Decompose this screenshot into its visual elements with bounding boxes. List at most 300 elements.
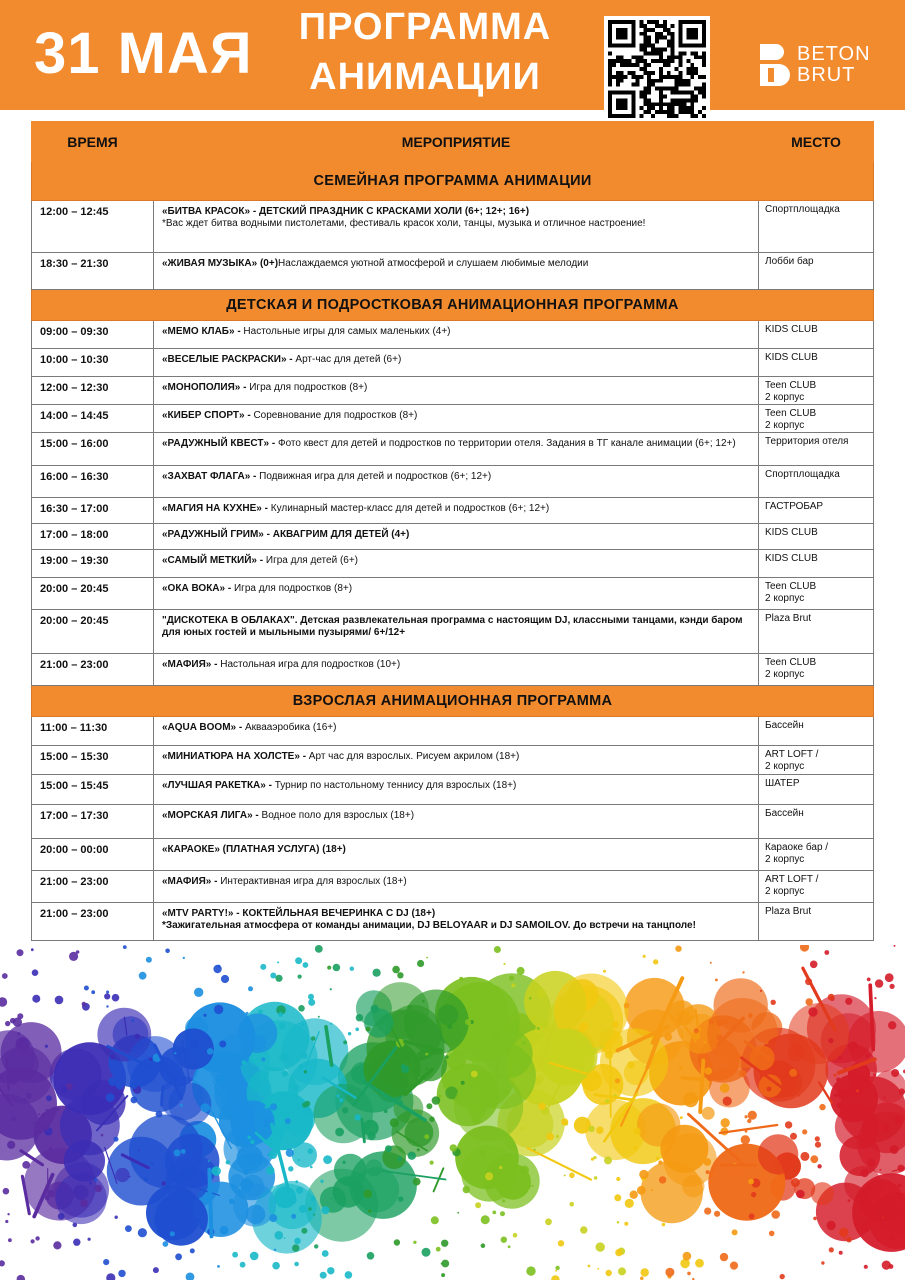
paint-drop <box>48 1190 55 1197</box>
table-row <box>32 903 874 941</box>
paint-drop <box>299 1205 307 1213</box>
event-cell <box>154 805 759 839</box>
paint-drop <box>144 1177 148 1181</box>
paint-drop <box>860 1139 869 1148</box>
paint-drop <box>514 1011 517 1014</box>
paint-blot <box>637 1103 680 1146</box>
paint-drop <box>31 948 34 951</box>
paint-drop <box>278 1206 280 1208</box>
paint-drop <box>308 1207 311 1210</box>
paint-drop <box>368 1132 376 1140</box>
paint-drop <box>263 1118 272 1127</box>
paint-drop <box>283 1101 292 1110</box>
paint-drop <box>748 1013 753 1018</box>
paint-drop <box>339 1098 343 1102</box>
paint-drop <box>17 1275 25 1280</box>
event-description: Подвижная игра для детей и подростков (6+; 12+) <box>256 471 492 482</box>
event-description: Игра для подростков (8+) <box>231 583 353 594</box>
paint-drop <box>271 1201 274 1204</box>
paint-drop <box>800 1152 809 1161</box>
paint-drop <box>796 1190 805 1199</box>
event-name: «ЗАХВАТ ФЛАГА» - <box>162 471 257 482</box>
event-cell <box>154 839 759 871</box>
table-row <box>32 746 874 775</box>
event-place-text: Бассейн <box>765 808 804 819</box>
paint-drop <box>591 1158 594 1161</box>
paint-drop <box>298 975 302 979</box>
paint-drop <box>588 1265 591 1268</box>
paint-drop <box>556 1135 559 1138</box>
paint-drop <box>146 957 152 963</box>
paint-drop <box>810 961 818 969</box>
paint-drop <box>417 1148 420 1151</box>
table-row <box>32 349 874 377</box>
event-place <box>759 871 874 903</box>
paint-drop <box>791 1178 800 1187</box>
event-description: Настольные игры для самых маленьких (4+) <box>240 326 451 337</box>
paint-drop <box>618 1267 626 1275</box>
event-place-text: Teen CLUB 2 корпус <box>765 657 817 680</box>
event-name: «МАФИЯ» - <box>162 876 218 887</box>
paint-drop <box>766 1041 769 1044</box>
table-row <box>32 654 874 686</box>
paint-drop <box>180 1104 183 1107</box>
paint-blot <box>683 1092 698 1107</box>
event-place-text: Лобби бар <box>765 256 814 267</box>
event-place-text: Teen CLUB 2 корпус <box>765 408 817 431</box>
paint-blot <box>364 1008 393 1037</box>
paint-drop <box>508 1245 511 1248</box>
paint-drop <box>849 1042 858 1051</box>
paint-drop <box>110 1054 115 1059</box>
paint-drop <box>261 1027 263 1029</box>
paint-drop <box>335 1128 344 1137</box>
paint-drop <box>371 1005 379 1013</box>
paint-drop <box>53 1241 61 1249</box>
paint-drop <box>876 1121 878 1123</box>
paint-drop <box>527 1184 531 1188</box>
paint-drop <box>800 945 809 952</box>
paint-drop <box>873 1073 876 1076</box>
paint-drop <box>539 1103 546 1110</box>
paint-drop <box>260 964 266 970</box>
event-description: Арт-час для детей (6+) <box>292 354 402 365</box>
paint-drop <box>17 1032 20 1035</box>
event-cell <box>154 610 759 654</box>
paint-drop <box>17 949 24 956</box>
paint-drop <box>206 1027 209 1030</box>
paint-blot <box>174 1167 208 1201</box>
paint-drop <box>318 1016 320 1018</box>
event-description: *Вас ждет битва водными пистолетами, фестиваль красок холи, танцы, музыка и отличное настроение! <box>162 218 646 229</box>
paint-drop <box>274 1249 276 1251</box>
paint-drop <box>232 1252 238 1258</box>
event-time: 21:00 – 23:00 <box>32 903 154 941</box>
paint-drop <box>846 1237 852 1243</box>
paint-drop <box>270 1103 277 1110</box>
event-cell <box>154 433 759 466</box>
paint-drop <box>175 1253 182 1260</box>
paint-drop <box>799 1095 801 1097</box>
paint-drop <box>184 1193 191 1200</box>
paint-drop <box>426 957 428 959</box>
paint-drop <box>447 1024 452 1029</box>
paint-drop <box>875 979 883 987</box>
paint-drop <box>308 1149 313 1154</box>
table-row <box>32 405 874 433</box>
event-time: 14:00 – 14:45 <box>32 405 154 433</box>
paint-drop <box>272 1262 280 1270</box>
paint-drop <box>0 1260 5 1266</box>
paint-drop <box>503 1090 509 1096</box>
paint-drop <box>95 1185 102 1192</box>
paint-blot <box>811 1182 834 1205</box>
paint-drop <box>813 1217 817 1221</box>
paint-drop <box>226 1160 230 1164</box>
paint-drop <box>292 1084 299 1091</box>
paint-drop <box>532 1185 534 1187</box>
paint-drop <box>624 1222 628 1226</box>
event-place <box>759 805 874 839</box>
event-description: Наслаждаемся уютной атмосферой и слушаем любимые мелодии <box>278 258 589 269</box>
paint-drop <box>739 1070 746 1077</box>
event-cell <box>154 377 759 405</box>
paint-drop <box>555 1270 557 1272</box>
paint-drop <box>242 1060 247 1065</box>
paint-drop <box>26 1093 32 1099</box>
paint-drop <box>279 1053 288 1062</box>
paint-drop <box>194 988 203 997</box>
paint-drop <box>106 1005 108 1007</box>
section-header <box>32 686 874 717</box>
paint-drop <box>295 1180 298 1183</box>
paint-drop <box>745 1115 748 1118</box>
event-name: «ОКА ВОКА» - <box>162 583 232 594</box>
paint-drop <box>748 1111 757 1120</box>
paint-drop <box>330 988 332 990</box>
event-description: Соревнование для подростков (8+) <box>250 410 418 421</box>
paint-drop <box>355 1114 361 1120</box>
event-cell <box>154 253 759 290</box>
paint-drop <box>474 1104 481 1111</box>
paint-drop <box>190 1248 195 1253</box>
paint-drop <box>465 1019 471 1025</box>
paint-blot <box>677 1011 691 1025</box>
table-row <box>32 610 874 654</box>
paint-drop <box>284 1237 286 1239</box>
paint-drop <box>715 979 718 982</box>
event-place-text: ГАСТРОБАР <box>765 501 824 512</box>
paint-drop <box>248 986 253 991</box>
paint-drop <box>240 1262 246 1268</box>
paint-drop <box>42 1123 49 1130</box>
event-time: 12:00 – 12:30 <box>32 377 154 405</box>
paint-drop <box>883 1217 885 1219</box>
event-cell <box>154 405 759 433</box>
paint-drop <box>356 1014 363 1021</box>
paint-drop <box>401 1064 405 1068</box>
paint-drop <box>612 1021 619 1028</box>
paint-drop <box>303 962 309 968</box>
paint-drop <box>461 1081 465 1085</box>
paint-drop <box>241 1021 248 1028</box>
paint-drop <box>734 1053 740 1059</box>
paint-drop <box>808 1007 817 1016</box>
event-name: «КАРАОКЕ» (ПЛАТНАЯ УСЛУГА) (18+) <box>162 844 346 855</box>
paint-drop <box>269 1214 277 1222</box>
table-row <box>32 253 874 290</box>
event-time: 19:00 – 19:30 <box>32 550 154 578</box>
event-time: 11:00 – 11:30 <box>32 717 154 746</box>
paint-drop <box>299 1064 304 1069</box>
event-place-text: Спортплощадка <box>765 469 840 480</box>
paint-drop <box>694 1028 699 1033</box>
paint-drop <box>407 1005 411 1009</box>
paint-drop <box>615 1249 622 1256</box>
paint-drop <box>716 1020 723 1027</box>
paint-drop <box>535 1026 544 1035</box>
paint-drop <box>888 1235 894 1241</box>
event-description: Интерактивная игра для взрослых (18+) <box>217 876 407 887</box>
paint-drop <box>704 1041 707 1044</box>
paint-drop <box>639 1170 648 1179</box>
column-header-time: ВРЕМЯ <box>32 122 154 162</box>
paint-drop <box>821 1261 824 1264</box>
paint-drop <box>368 1209 371 1212</box>
paint-drop <box>828 1038 833 1043</box>
event-place <box>759 524 874 550</box>
page-title <box>280 2 570 102</box>
event-name: «МЕМО КЛАБ» - <box>162 326 241 337</box>
event-cell <box>154 466 759 498</box>
paint-drop <box>260 1071 269 1080</box>
paint-drop <box>350 967 354 971</box>
paint-drop <box>824 950 829 955</box>
paint-drop <box>320 1180 323 1183</box>
event-place <box>759 321 874 349</box>
paint-drop <box>785 1121 792 1128</box>
paint-drop <box>138 1228 147 1237</box>
paint-drop <box>221 975 229 983</box>
paint-drop <box>235 1144 238 1147</box>
paint-drop <box>118 1270 125 1277</box>
event-name: «ЖИВАЯ МУЗЫКА» (0+) <box>162 258 279 269</box>
paint-drop <box>248 1136 251 1139</box>
paint-drop <box>481 1215 490 1224</box>
paint-drop <box>308 994 314 1000</box>
paint-drop <box>653 959 658 964</box>
paint-drop <box>558 1240 564 1246</box>
table-row <box>32 524 874 550</box>
paint-drop <box>32 969 39 976</box>
paint-drop <box>397 972 403 978</box>
paint-drop <box>430 1161 434 1165</box>
paint-drop <box>207 1048 214 1055</box>
paint-streak <box>682 1078 700 1079</box>
event-place <box>759 775 874 805</box>
event-time: 20:00 – 20:45 <box>32 578 154 610</box>
paint-drop <box>104 993 110 999</box>
paint-drop <box>183 1137 186 1140</box>
paint-blot <box>538 1029 595 1086</box>
paint-drop <box>580 1226 587 1233</box>
brand-logo <box>760 44 890 94</box>
paint-blot <box>268 1181 316 1229</box>
paint-drop <box>536 1075 544 1083</box>
paint-drop <box>721 1118 730 1127</box>
paint-drop <box>767 1087 772 1092</box>
paint-drop <box>22 1161 30 1169</box>
paint-drop <box>270 973 276 979</box>
event-description: Фото квест для детей и подростков по территории отеля. Задания в ТГ канале анимации (6+; 12+) <box>275 438 736 449</box>
paint-drop <box>89 1181 92 1184</box>
paint-drop <box>165 949 170 954</box>
paint-drop <box>5 1220 8 1223</box>
paint-drop <box>836 1077 840 1081</box>
paint-drop <box>348 1032 351 1035</box>
paint-drop <box>436 1247 441 1252</box>
paint-drop <box>843 1237 845 1239</box>
paint-drop <box>108 1077 117 1086</box>
qr-code[interactable] <box>604 16 710 122</box>
paint-drop <box>730 1262 738 1270</box>
paint-drop <box>450 1144 457 1151</box>
event-time: 20:00 – 20:45 <box>32 610 154 654</box>
table-row <box>32 805 874 839</box>
event-time: 17:00 – 17:30 <box>32 805 154 839</box>
event-place <box>759 717 874 746</box>
brand-name-line-2: BRUT <box>797 64 856 86</box>
paint-drop <box>885 973 894 982</box>
paint-drop <box>2 973 8 979</box>
event-place-text: Teen CLUB 2 корпус <box>765 380 817 403</box>
paint-drop <box>330 1023 332 1025</box>
paint-blot <box>702 1107 715 1120</box>
paint-drop <box>190 1040 199 1049</box>
paint-drop <box>889 1264 894 1269</box>
paint-drop <box>687 1272 691 1276</box>
event-place-text: Спортплощадка <box>765 204 840 215</box>
paint-drop <box>511 983 515 987</box>
paint-drop <box>366 1027 371 1032</box>
paint-drop <box>275 1231 284 1240</box>
paint-drop <box>222 1083 228 1089</box>
paint-drop <box>441 1263 443 1265</box>
paint-drop <box>834 1094 838 1098</box>
paint-drop <box>606 1270 612 1276</box>
paint-drop <box>806 998 813 1005</box>
paint-drop <box>298 1159 300 1161</box>
paint-drop <box>49 1147 52 1150</box>
paint-drop <box>641 1268 649 1276</box>
paint-drop <box>123 945 127 949</box>
paint-drop <box>637 1186 646 1195</box>
paint-drop <box>355 1028 359 1032</box>
event-place <box>759 253 874 290</box>
paint-drop <box>301 1228 307 1234</box>
brand-logo-icon <box>760 44 790 88</box>
paint-drop <box>580 1022 589 1031</box>
event-description: Арт час для взрослых. Рисуем акрилом (18+) <box>306 751 520 762</box>
paint-drop <box>394 1239 400 1245</box>
event-name: "ДИСКОТЕКА В ОБЛАКАХ". Детская развлекательная программа с настоящим DJ, классными танцами, кэнди баром для юных гостей и мыльными пузырями/ 6+/12+ <box>162 615 743 638</box>
paint-drop <box>680 1116 683 1119</box>
event-description: Водное поло для взрослых (18+) <box>258 810 415 821</box>
paint-drop <box>55 996 64 1005</box>
paint-drop <box>73 1239 80 1246</box>
paint-drop <box>384 1109 388 1113</box>
paint-drop <box>714 1211 720 1217</box>
paint-drop <box>789 1069 797 1077</box>
event-place <box>759 550 874 578</box>
paint-drop <box>630 1191 638 1199</box>
event-place <box>759 610 874 654</box>
event-place-text: KIDS CLUB <box>765 352 818 363</box>
paint-drop <box>199 1017 202 1020</box>
paint-drop <box>422 1000 425 1003</box>
paint-drop <box>815 1142 821 1148</box>
event-place-text: ШАТЕР <box>765 778 800 789</box>
event-cell <box>154 550 759 578</box>
paint-drop <box>139 972 147 980</box>
event-name: «КИБЕР СПОРТ» - <box>162 410 251 421</box>
paint-drop <box>509 976 514 981</box>
paint-drop <box>882 1125 889 1132</box>
paint-streak <box>209 1170 211 1237</box>
paint-streak <box>162 1086 163 1106</box>
paint-drop <box>463 1186 470 1193</box>
paint-drop <box>61 1086 68 1093</box>
paint-drop <box>131 1097 138 1104</box>
paint-drop <box>837 1103 843 1109</box>
paint-drop <box>659 1176 666 1183</box>
paint-drop <box>480 1150 487 1157</box>
event-place <box>759 377 874 405</box>
paint-drop <box>517 967 525 975</box>
paint-drop <box>131 1019 134 1022</box>
paint-drop <box>771 1000 776 1005</box>
event-name: «МАФИЯ» - <box>162 659 218 670</box>
table-row <box>32 839 874 871</box>
paint-drop <box>149 1058 152 1061</box>
paint-drop <box>125 1225 132 1232</box>
paint-drop <box>890 984 895 989</box>
paint-drop <box>265 1105 269 1109</box>
paint-drop <box>883 1096 885 1098</box>
paint-splash-decoration <box>0 945 905 1280</box>
event-time: 16:00 – 16:30 <box>32 466 154 498</box>
event-description: *Зажигательная атмосфера от команды анимации, DJ BELOYAAR и DJ SAMOILOV. До встречи на танцполе! <box>162 920 696 931</box>
paint-drop <box>308 999 315 1006</box>
paint-drop <box>181 1149 186 1154</box>
event-name: «РАДУЖНЫЙ ГРИМ» - АКВАГРИМ ДЛЯ ДЕТЕЙ (4+) <box>162 529 410 540</box>
paint-drop <box>494 946 501 953</box>
section-title: ДЕТСКАЯ И ПОДРОСТКОВАЯ АНИМАЦИОННАЯ ПРОГРАММА <box>32 290 874 321</box>
paint-drop <box>633 1146 637 1150</box>
event-description: Кулинарный мастер-класс для детей и подростков (6+; 12+) <box>267 503 550 514</box>
event-place-text: ART LOFT / 2 корпус <box>765 874 819 897</box>
paint-drop <box>203 1014 206 1017</box>
event-place <box>759 433 874 466</box>
paint-drop <box>899 1088 905 1094</box>
event-place <box>759 654 874 686</box>
paint-drop <box>604 1156 612 1164</box>
brand-name-line-1: BETON <box>797 43 871 65</box>
paint-drop <box>422 1248 431 1257</box>
paint-blot <box>60 1095 120 1155</box>
event-name: «AQUA BOOM» - <box>162 722 243 733</box>
title-line-2: АНИМАЦИИ <box>309 56 541 98</box>
